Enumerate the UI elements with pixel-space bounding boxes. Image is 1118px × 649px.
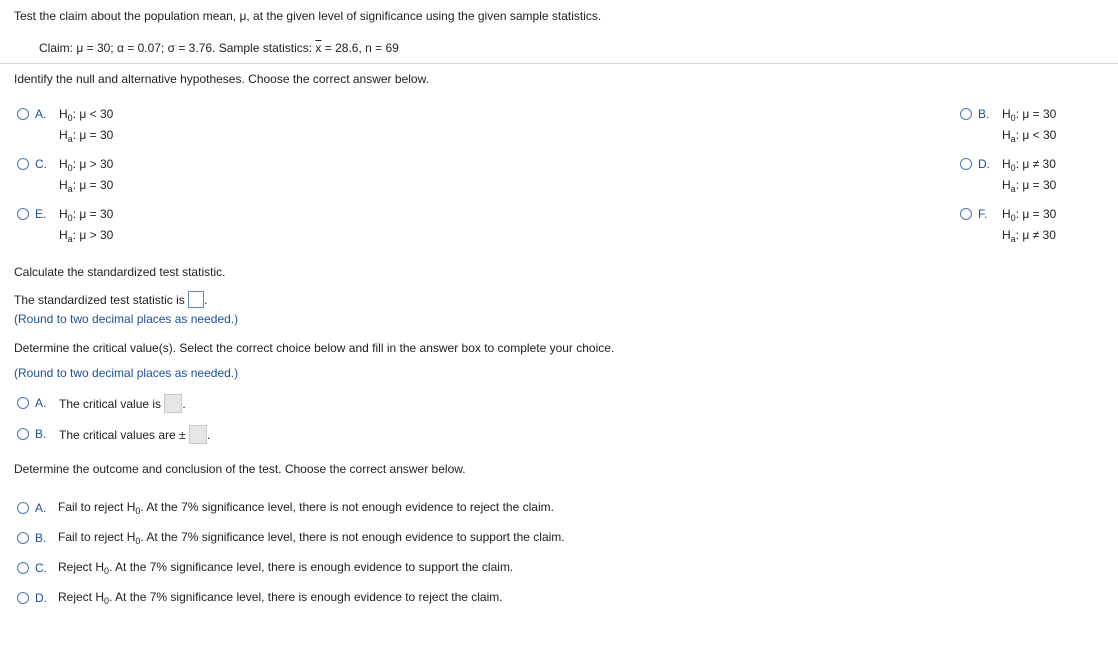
ha-text: : μ = 30 (72, 128, 114, 142)
ha-text: : μ = 30 (72, 178, 114, 192)
claim-line (39, 41, 399, 55)
option-letter: C. (35, 561, 47, 575)
radio-button[interactable] (17, 208, 29, 220)
q4-option-a[interactable] (17, 501, 46, 515)
radio-button[interactable] (17, 108, 29, 120)
q4-option-c-text: Reject $H_0$. At the 7% significance level, there is enough evidence to support the claim. (58, 560, 514, 576)
q1-option-a-hypotheses: $H_0$: μ < 30 $H_a$: μ = 30 (59, 107, 114, 144)
q1-option-f-hypotheses: $H_0$: μ = 30 $H_a$: μ ≠ 30 (1002, 207, 1057, 244)
radio-button[interactable] (960, 108, 972, 120)
q4-option-b[interactable] (17, 531, 46, 545)
divider (0, 63, 1118, 64)
xbar-symbol: $\overline{x}$ (315, 41, 322, 55)
radio-button[interactable] (17, 592, 29, 604)
q1-option-b-hypotheses: $H_0$: μ = 30 $H_a$: μ < 30 (1002, 107, 1057, 144)
sample-stats: = 28.6, n = 69 (321, 41, 399, 55)
q1-option-d-hypotheses: $H_0$: μ ≠ 30 $H_a$: μ = 30 (1002, 157, 1057, 194)
q4-option-b-text: Fail to reject $H_0$. At the 7% significance level, there is not enough evidence to support the claim. (58, 530, 565, 546)
q4-prompt: Determine the outcome and conclusion of the test. Choose the correct answer below. (14, 462, 466, 476)
option-letter: A. (35, 501, 47, 515)
option-letter: A. (35, 396, 47, 410)
option-letter: E. (35, 207, 47, 221)
q3-option-a-text: The critical value is . (59, 394, 186, 413)
q1-option-b[interactable] (960, 107, 989, 121)
q1-option-a[interactable] (17, 107, 46, 121)
q3-rounding-note: (Round to two decimal places as needed.) (14, 366, 239, 380)
radio-button[interactable] (960, 158, 972, 170)
q4-option-c[interactable] (17, 561, 47, 575)
ha-text: : μ > 30 (72, 228, 114, 242)
radio-button[interactable] (17, 158, 29, 170)
ha-text: : μ = 30 (1015, 178, 1057, 192)
option-letter: B. (35, 427, 47, 441)
critical-value-input[interactable] (164, 394, 182, 413)
h0-text: : μ = 30 (72, 207, 114, 221)
option-letter: D. (978, 157, 990, 171)
option-letter: B. (35, 531, 47, 545)
q4-option-d-text: Reject $H_0$. At the 7% significance level, there is enough evidence to reject the claim. (58, 590, 503, 606)
h0-text: : μ ≠ 30 (1015, 157, 1056, 171)
q3-prompt: Determine the critical value(s). Select the correct choice below and fill in the answer box to complete your choice. (14, 341, 615, 355)
claim-text: μ = 30; α = 0.07; σ = 3.76. Sample statistics: (76, 41, 313, 55)
ha-text: : μ ≠ 30 (1015, 228, 1056, 242)
option-letter: F. (978, 207, 988, 221)
problem-intro: Test the claim about the population mean, μ, at the given level of significance using the given sample statistics. (14, 9, 602, 23)
q1-option-e[interactable] (17, 207, 46, 221)
h0-text: : μ > 30 (72, 157, 114, 171)
radio-button[interactable] (17, 428, 29, 440)
q1-prompt: Identify the null and alternative hypotheses. Choose the correct answer below. (14, 72, 429, 86)
q1-option-f[interactable] (960, 207, 987, 221)
option-letter: A. (35, 107, 47, 121)
option-letter: C. (35, 157, 47, 171)
h0-text: : μ = 30 (1015, 207, 1057, 221)
h0-text: : μ = 30 (1015, 107, 1057, 121)
q1-option-c-hypotheses: $H_0$: μ > 30 $H_a$: μ = 30 (59, 157, 114, 194)
radio-button[interactable] (17, 562, 29, 574)
radio-button[interactable] (17, 397, 29, 409)
test-statistic-input[interactable] (188, 291, 204, 308)
critical-values-input[interactable] (189, 425, 207, 444)
q1-option-d[interactable] (960, 157, 990, 171)
option-letter: B. (978, 107, 990, 121)
option-letter: D. (35, 591, 47, 605)
radio-button[interactable] (960, 208, 972, 220)
q1-option-e-hypotheses: $H_0$: μ = 30 $H_a$: μ > 30 (59, 207, 114, 244)
q4-option-a-text: Fail to reject $H_0$. At the 7% significance level, there is not enough evidence to reject the claim. (58, 500, 554, 516)
q1-option-c[interactable] (17, 157, 47, 171)
q4-option-d[interactable] (17, 591, 47, 605)
q2-prompt: Calculate the standardized test statistic. (14, 265, 226, 279)
claim-label: Claim: (39, 41, 74, 55)
q3-option-b-text: The critical values are ± . (59, 425, 210, 444)
q3-option-a[interactable] (17, 396, 46, 410)
q2-rounding-note: (Round to two decimal places as needed.) (14, 312, 239, 326)
radio-button[interactable] (17, 502, 29, 514)
ha-text: : μ < 30 (1015, 128, 1057, 142)
radio-button[interactable] (17, 532, 29, 544)
h0-text: : μ < 30 (72, 107, 114, 121)
q3-option-b[interactable] (17, 427, 46, 441)
q2-statement: The standardized test statistic is . (14, 293, 208, 307)
